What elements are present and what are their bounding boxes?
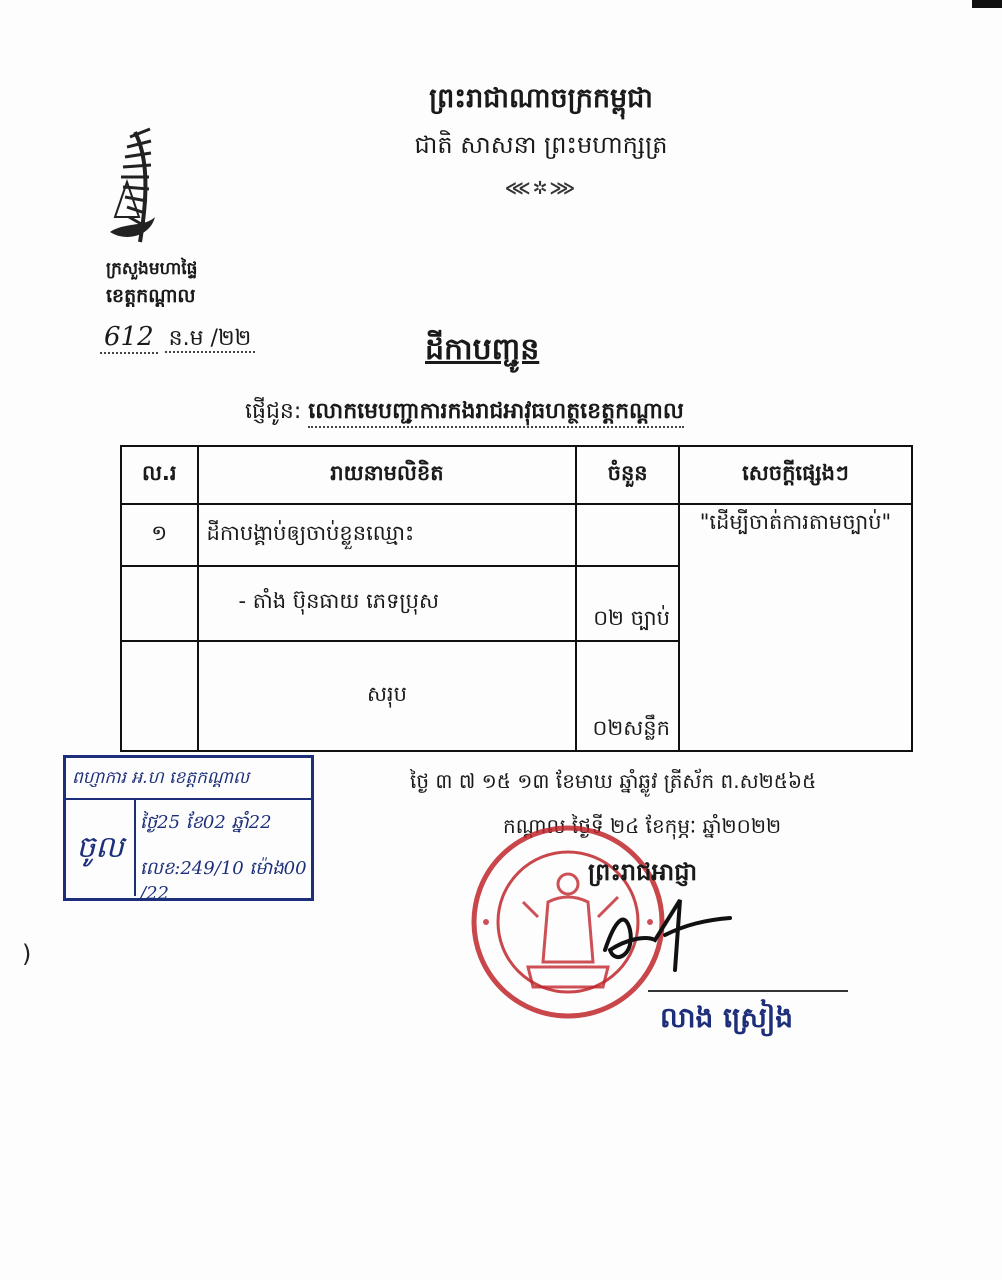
row-notes: "ដើម្បីចាត់ការតាមច្បាប់" (679, 504, 912, 751)
corner-mark (972, 0, 1002, 8)
items-table (120, 445, 913, 752)
received-stamp (63, 755, 314, 904)
table-header-row (121, 446, 912, 504)
stamp-number: លេខ:249/10 ម៉ោង00 /22 (140, 858, 307, 904)
ornament-divider: ⋘✲⋙ (504, 178, 578, 199)
recipient-label: ផ្ញើជូន: (245, 399, 302, 424)
row-quantity: ០២សន្លឹក (576, 641, 679, 751)
authority-title: ព្រះរាជអាជ្ញា (588, 858, 698, 886)
reference-suffix: ន.ម /២២ (165, 326, 256, 353)
row-number (121, 641, 198, 751)
reference-line (100, 322, 255, 356)
signature-icon (595, 880, 735, 980)
row-item: ដីកាបង្គាប់ឲ្យចាប់ខ្លួនឈ្មោះ (198, 504, 577, 566)
row-item: សរុប (198, 641, 577, 751)
signer-name: លាង ស្រៀង (660, 1001, 794, 1034)
row-number: ១ (121, 504, 198, 566)
ministry-name: ក្រសួងមហាផ្ទៃ (106, 259, 198, 279)
document-title: ដីកាបញ្ជូន (425, 332, 540, 367)
reference-number: 612 (100, 322, 158, 354)
table-row (121, 504, 912, 566)
header-item: រាយនាមលិខិត (198, 446, 577, 504)
row-quantity: ០២ ច្បាប់ (576, 566, 679, 641)
recipient-line (245, 397, 684, 429)
stamp-office: ពហ្ញាការ អ.ហ ខេត្តកណ្ដាល (66, 758, 311, 800)
ministry-emblem-icon (105, 122, 175, 252)
header-number: ល.រ (121, 446, 198, 504)
row-item: - តាំង ប៊ុនធាយ ភេទប្រុស (198, 566, 577, 641)
lunar-date: ថ្ងៃ ៣ ៧ ១៥ ១៣ ខែមាឃ ឆ្នាំឆ្លូវ ត្រីស័ក ព.ស២៥៦៥ (410, 769, 817, 793)
header-quantity: ចំនួន (576, 446, 679, 504)
recipient-name: លោកមេបញ្ជាការកងរាជអាវុធហត្ថខេត្តកណ្ដាល (308, 399, 684, 428)
national-motto: ជាតិ សាសនា ព្រះមហាក្សត្រ (414, 131, 668, 159)
header-notes: សេចក្ដីផ្សេងៗ (679, 446, 912, 504)
stamp-date: ថ្ងៃ25 ខែ02 ឆ្នាំ22 (140, 812, 272, 833)
stamp-label: ចូល (66, 800, 136, 896)
margin-mark: ) (22, 940, 32, 968)
row-number (121, 566, 198, 641)
province-name: ខេត្តកណ្ដាល (106, 285, 196, 307)
row-quantity (576, 504, 679, 566)
solar-date: កណ្ដាល ថ្ងៃទី ២៤ ខែកុម្ភៈ ឆ្នាំ២០២២ (503, 814, 782, 838)
kingdom-heading: ព្រះរាជាណាចក្រកម្ពុជា (429, 83, 653, 114)
signature-line (648, 990, 848, 992)
